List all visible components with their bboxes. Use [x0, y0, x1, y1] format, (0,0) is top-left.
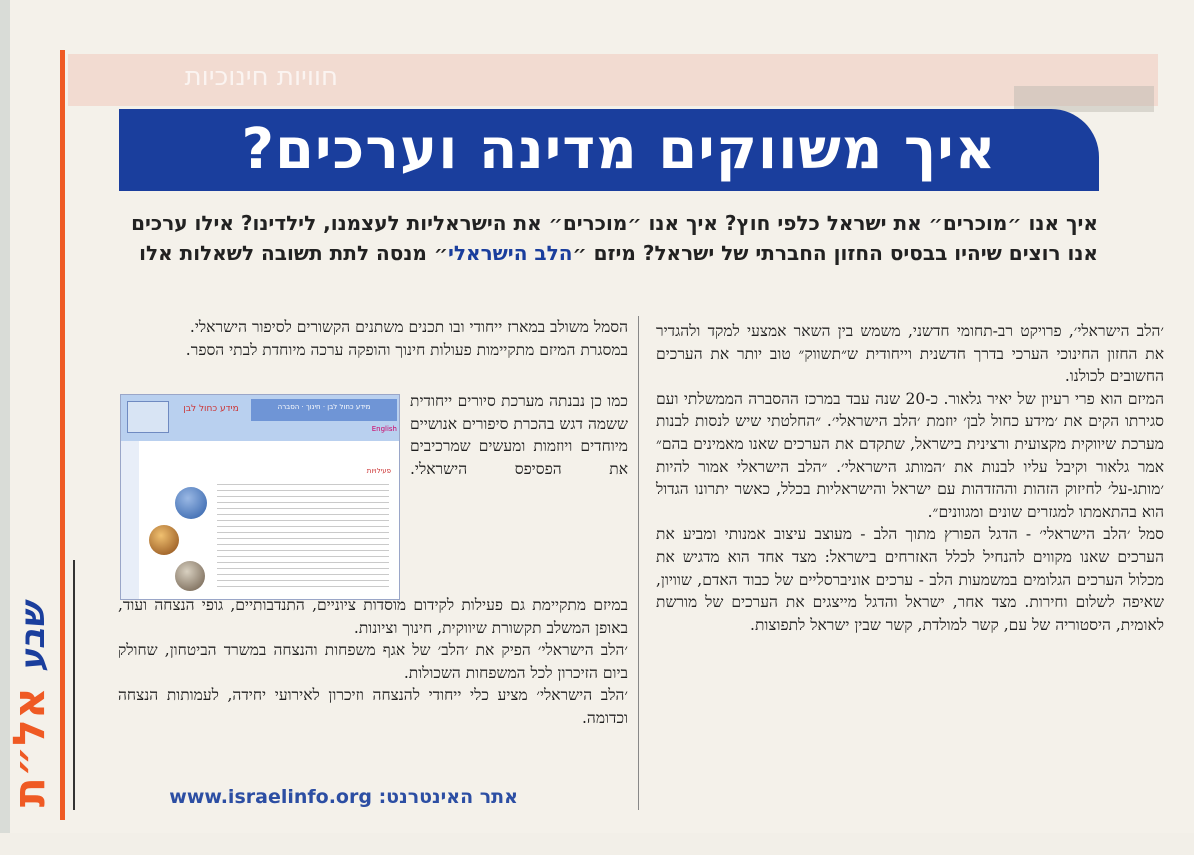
website-screenshot: [120, 394, 400, 600]
intro-text-2: ״ מנסה לתת תשובה לשאלות אלו: [139, 241, 449, 265]
website-url[interactable]: www.israelinfo.org: [169, 786, 372, 808]
website-line: [118, 786, 518, 808]
paragraph: המיזם הוא פרי רעיון של יאיר גלאור. כ-20 שנה עבד במרכז ההסברה הממשלתי ועם סגירתו הקים את ׳מידע כחול לבן׳ יוזמת ׳הלב הישראלי׳. ״החלטתי שיש לנסות לבנות מערכת שיווקית מקצועית ורצינית בישראל, שתקדם את הערכים שאנו מאמינים בהם״ אמר גלאור וקיבל עליו לבנות את ׳המותג הישראלי׳. ״הלב הישראלי אמור להיות ׳מותג-על׳ לחיזוק הזהות וההזדהות עם ישראל והישראליות בכלל, כאשר יתרונו הגדול הוא בהתאמתו למגזרים שונים ומגוונים״.: [656, 389, 1164, 521]
right-column: [656, 320, 1164, 636]
article-intro: [118, 208, 1098, 268]
left-column-top: [118, 316, 628, 361]
website-label: אתר האינטרנט:: [378, 786, 518, 808]
side-logo-secondary: שבע: [13, 602, 53, 672]
paragraph: סמל ׳הלב הישראלי׳ - הדגל הפורץ מתוך הלב - מעוצב עיצוב אמנותי ומביע את הערכים שאנו מקווים להנחיל לכלל האזרחים בישראל: מצד אחד הוא מדגיש את מכלול הערכים הגלומים במשמעות הלב - ערכים אוניברסליים של כבוד האדם, שוויון, שאיפה לשלום וחירות. מצד אחר, ישראל והדגל מייצגים את הערכים של מורשת לאומית, היסטוריה של עם, קשר למולדת, קשר שבין ישראל לתפוצות.: [656, 525, 1164, 634]
orange-rule: [60, 50, 65, 820]
side-arrow-line: [73, 560, 75, 810]
screenshot-text-lines: [217, 479, 389, 589]
side-logo: [5, 555, 55, 855]
paragraph: הסמל משולב במארז ייחודי ובו תכנים משתנים הקשורים לסיפור הישראלי.: [189, 318, 628, 336]
photo-circle: [175, 561, 205, 591]
paragraph: ׳הלב הישראלי׳ מציע כלי ייחודי להנצחה וזיכרון לאירועי יחידה, לעמותות הנצחה וכדומה.: [118, 686, 628, 727]
screenshot-logo: מידע כחול לבן: [183, 404, 239, 414]
paragraph: ׳הלב הישראלי׳ הפיק את ׳הלב׳ של אגף משפחות והנצחה במשרד הביטחון, שחולק ביום הזיכרון לכל המשפחות השכולות.: [118, 641, 628, 682]
screenshot-heading: פעילויות: [366, 467, 391, 475]
paragraph: במיזם מתקיימת גם פעילות לקידום מוסדות ציוניים, התנדבותיים, גופי הנצחה ועוד, באופן המשלב תקשורת שיווקית, חינוך וציונות.: [118, 596, 628, 637]
screenshot-sidebar: [121, 441, 139, 599]
paragraph: ׳הלב הישראלי׳, פרויקט רב-תחומי חדשני, משמש בין השאר אמצעי למקד ולהגדיר את החזון החינוכי הערכי בדרך חדשנית וייחודית ש״תשווק״ טוב יותר את הערכים החשובים לכולנו.: [656, 322, 1164, 386]
column-divider: [638, 316, 639, 810]
background-band-text: חוויות חינוכיות: [184, 62, 338, 92]
left-column-bottom: [118, 594, 628, 730]
screenshot-tab-text: מידע כחול לבן · חינוך · הסברה: [277, 403, 371, 411]
paragraph: במסגרת המיזם מתקיימות פעולות חינוך והופקה ערכה מיוחדת לבתי הספר.: [185, 340, 628, 359]
screenshot-subnav: English: [371, 425, 397, 433]
flag-icon: [127, 401, 169, 433]
article-title: איך משווקים מדינה וערכים?: [241, 117, 997, 182]
photo-circle: [149, 525, 179, 555]
intro-brand: הלב הישראלי: [448, 241, 573, 265]
paragraph: כמו כן נבנתה מערכת סיורים ייחודית ששמה דגש בהכרת סיפורים אנושיים מיוחדים ויוזמות ומעשים שמרכיבים את הפסיפס הישראלי.: [410, 392, 628, 478]
intro-text-1: איך אנו ״מוכרים״ את ישראל כלפי חוץ? איך אנו ״מוכרים״ את הישראליות לעצמנו, לילדינו? אילו ערכים אנו רוצים שיהיו בבסיס החזון החברתי של ישראל? מיזם ״: [131, 211, 1098, 265]
float-paragraph: [410, 390, 628, 480]
globe-image: [175, 487, 207, 519]
title-banner: [119, 109, 1099, 191]
side-logo-main: אל״ת: [4, 687, 55, 808]
